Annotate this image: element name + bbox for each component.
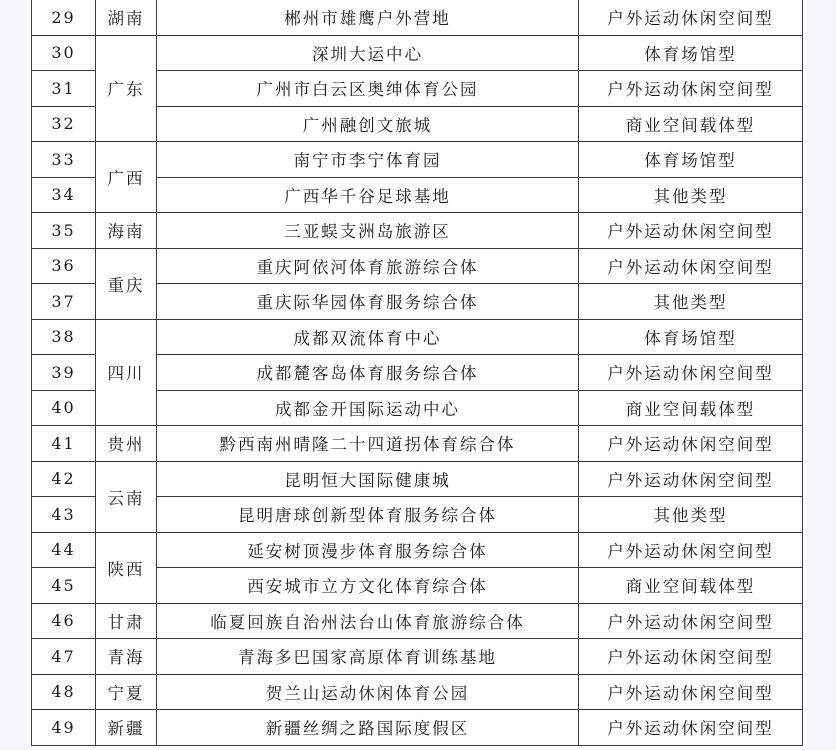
facility-type-cell: 户外运动休闲空间型: [579, 355, 803, 391]
row-number: 37: [32, 284, 96, 320]
facility-name-cell: 昆明唐球创新型体育服务综合体: [157, 497, 579, 533]
province-cell: 云南: [96, 461, 157, 532]
facility-name-cell: 西安城市立方文化体育综合体: [157, 568, 579, 604]
province-cell: 湖南: [96, 0, 157, 35]
province-cell: 广东: [96, 35, 157, 142]
table-row: [32, 319, 803, 355]
facility-type-cell: 户外运动休闲空间型: [579, 710, 803, 746]
row-number: 47: [32, 639, 96, 675]
row-number: 39: [32, 355, 96, 391]
facility-type-cell: 商业空间载体型: [579, 568, 803, 604]
row-number: 46: [32, 603, 96, 639]
row-number: 36: [32, 248, 96, 284]
facility-name-cell: 青海多巴国家高原体育训练基地: [157, 639, 579, 675]
facility-name-cell: 成都麓客岛体育服务综合体: [157, 355, 579, 391]
facility-type-cell: 商业空间载体型: [579, 390, 803, 426]
row-number: 34: [32, 177, 96, 213]
row-number: 33: [32, 142, 96, 178]
row-number: 45: [32, 568, 96, 604]
table-row: [32, 461, 803, 497]
facility-name-cell: 延安树顶漫步体育服务综合体: [157, 532, 579, 568]
facility-name-cell: 贺兰山运动休闲体育公园: [157, 674, 579, 710]
table-row: [32, 35, 803, 71]
table-body: [32, 0, 803, 745]
row-number: 32: [32, 106, 96, 142]
facility-name-cell: 郴州市雄鹰户外营地: [157, 0, 579, 35]
facility-name-cell: 广州融创文旅城: [157, 106, 579, 142]
facility-type-cell: 其他类型: [579, 177, 803, 213]
row-number: 30: [32, 35, 96, 71]
facility-type-cell: 户外运动休闲空间型: [579, 426, 803, 462]
row-number: 44: [32, 532, 96, 568]
facility-name-cell: 成都金开国际运动中心: [157, 390, 579, 426]
province-cell: 重庆: [96, 248, 157, 319]
facility-name-cell: 深圳大运中心: [157, 35, 579, 71]
province-cell: 贵州: [96, 426, 157, 462]
province-cell: 广西: [96, 142, 157, 213]
facility-name-cell: 三亚蜈支洲岛旅游区: [157, 213, 579, 249]
row-number: 48: [32, 674, 96, 710]
table-row: [32, 603, 803, 639]
facility-type-cell: 体育场馆型: [579, 35, 803, 71]
facility-type-cell: 户外运动休闲空间型: [579, 0, 803, 35]
province-cell: 陕西: [96, 532, 157, 603]
table-row: [32, 0, 803, 35]
row-number: 41: [32, 426, 96, 462]
facility-type-cell: 户外运动休闲空间型: [579, 213, 803, 249]
row-number: 42: [32, 461, 96, 497]
facility-name-cell: 临夏回族自治州法台山体育旅游综合体: [157, 603, 579, 639]
table-row: [32, 674, 803, 710]
row-number: 49: [32, 710, 96, 746]
province-cell: 海南: [96, 213, 157, 249]
table-row: [32, 248, 803, 284]
facility-name-cell: 新疆丝绸之路国际度假区: [157, 710, 579, 746]
province-cell: 新疆: [96, 710, 157, 746]
table-row: [32, 426, 803, 462]
facility-type-cell: 户外运动休闲空间型: [579, 639, 803, 675]
facility-type-cell: 其他类型: [579, 284, 803, 320]
facility-type-cell: 其他类型: [579, 497, 803, 533]
facility-type-cell: 商业空间载体型: [579, 106, 803, 142]
table-row: [32, 639, 803, 675]
row-number: 38: [32, 319, 96, 355]
facility-type-cell: 户外运动休闲空间型: [579, 532, 803, 568]
row-number: 35: [32, 213, 96, 249]
row-number: 43: [32, 497, 96, 533]
facility-name-cell: 成都双流体育中心: [157, 319, 579, 355]
facility-type-cell: 户外运动休闲空间型: [579, 71, 803, 107]
facility-name-cell: 广西华千谷足球基地: [157, 177, 579, 213]
facility-type-cell: 体育场馆型: [579, 142, 803, 178]
facility-type-cell: 户外运动休闲空间型: [579, 461, 803, 497]
facility-name-cell: 黔西南州晴隆二十四道拐体育综合体: [157, 426, 579, 462]
facility-name-cell: 昆明恒大国际健康城: [157, 461, 579, 497]
table-row: [32, 213, 803, 249]
facility-name-cell: 广州市白云区奥绅体育公园: [157, 71, 579, 107]
facility-type-cell: 户外运动休闲空间型: [579, 674, 803, 710]
province-cell: 青海: [96, 639, 157, 675]
province-cell: 宁夏: [96, 674, 157, 710]
facility-type-cell: 户外运动休闲空间型: [579, 603, 803, 639]
facility-type-cell: 体育场馆型: [579, 319, 803, 355]
row-number: 40: [32, 390, 96, 426]
row-number: 31: [32, 71, 96, 107]
facility-name-cell: 南宁市李宁体育园: [157, 142, 579, 178]
row-number: 29: [32, 0, 96, 35]
facility-type-cell: 户外运动休闲空间型: [579, 248, 803, 284]
table-row: [32, 710, 803, 746]
facility-name-cell: 重庆阿依河体育旅游综合体: [157, 248, 579, 284]
facility-table: [31, 0, 803, 746]
table-row: [32, 532, 803, 568]
province-cell: 四川: [96, 319, 157, 426]
facility-name-cell: 重庆际华园体育服务综合体: [157, 284, 579, 320]
table-row: [32, 142, 803, 178]
province-cell: 甘肃: [96, 603, 157, 639]
